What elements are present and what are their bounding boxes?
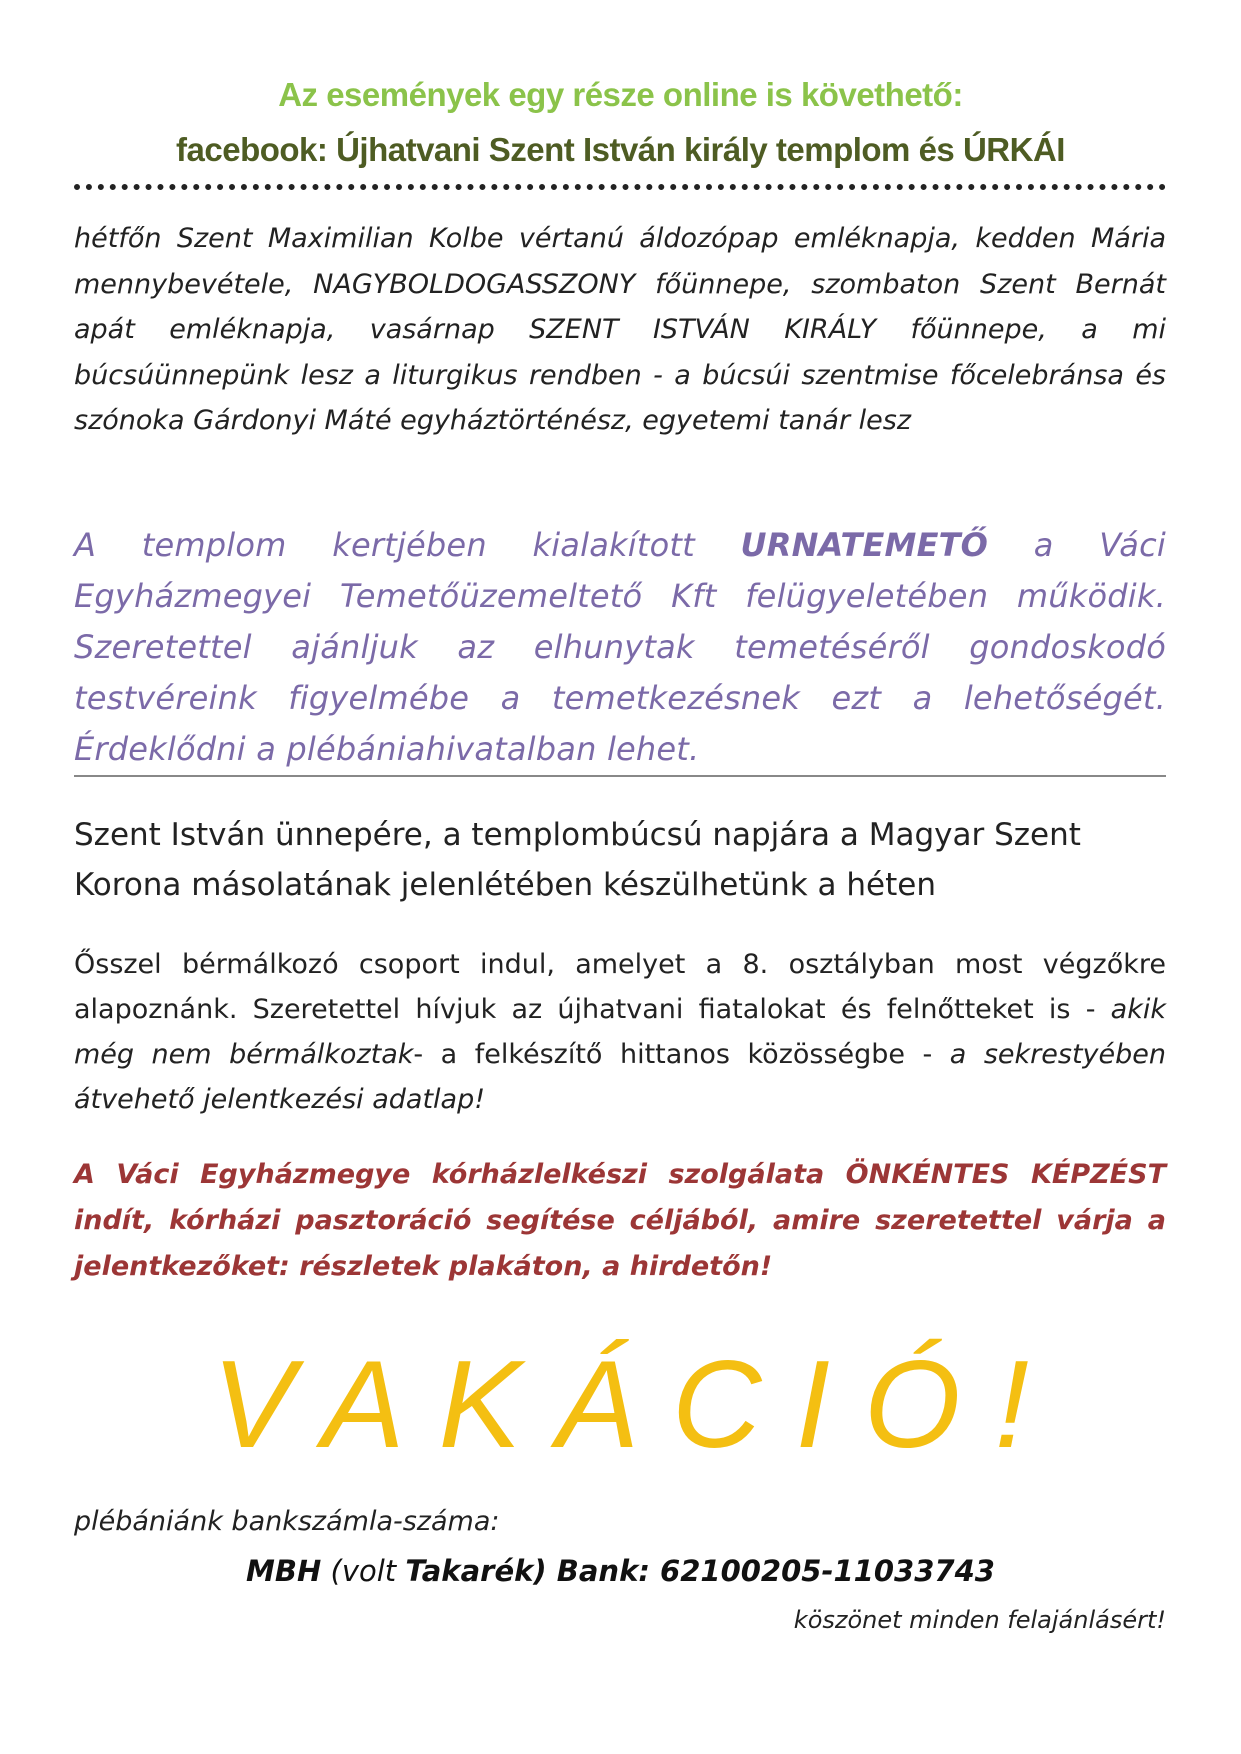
section-divider bbox=[74, 775, 1166, 777]
confirmation-italic-2: a sekrestyében átvehető jelentkezési adatlap! bbox=[74, 1039, 1166, 1115]
confirmation-italic-1: akik még nem bérmálkoztak bbox=[74, 994, 1166, 1070]
feast-days-paragraph: hétfőn Szent Maximilian Kolbe vértanú áldozópap emléknapja, kedden Mária mennybevétele, NAGYBOLDOGASSZONY főünnepe, szombaton Szent Bernát apát emléknapja, vasárnap SZENT ISTVÁN KIRÁLY főünnepe, a mi búcsúünnepünk lesz a liturgikus rendben - a búcsúi szentmise főcelebránsa és szónoka Gárdonyi Máté egyháztörténész, egyetemi tanár lesz bbox=[74, 223, 1166, 436]
bank-account-number: Takarék) Bank: 62100205-11033743 bbox=[405, 1554, 995, 1588]
volunteer-training-paragraph: A Váci Egyházmegye kórházlelkészi szolgálata ÖNKÉNTES KÉPZÉST indít, kórházi pasztoráció segítése céljából, amire szeretettel várja a jelentkezőket: részletek plakáton, a hirdetőn! bbox=[74, 1159, 1166, 1282]
holy-crown-paragraph: Szent István ünnepére, a templombúcsú napjára a Magyar Szent Korona másolatának jelenlétében készülhetünk a héten bbox=[74, 817, 1081, 903]
bank-mbh: MBH bbox=[246, 1554, 322, 1588]
facebook-heading: facebook: Újhatvani Szent István király templom és ÚRKÁI bbox=[176, 131, 1065, 168]
bank-account-line bbox=[0, 1554, 1241, 1588]
dotted-divider bbox=[74, 184, 1166, 190]
bank-volt: (volt bbox=[330, 1554, 397, 1588]
confirmation-text-a: Ősszel bérmálkozó csoport indul, amelyet a 8. osztályban most végzőkre alapoznánk. Szeretettel hívjuk az újhatvani fiatalokat és felnőtteket is - bbox=[74, 949, 1166, 1025]
urn-cemetery-paragraph bbox=[74, 520, 1166, 775]
vacation-banner: VAKÁCIÓ! bbox=[212, 1336, 1063, 1474]
urn-text-b: a Váci Egyházmegyei Temetőüzemeltető Kft felügyeletében működik. Szeretettel ajánljuk az elhunytak temetéséről gondoskodó testvéreink figyelmébe a temetkezésnek ezt a lehetőségét. Érdeklődni a plébániahivatalban lehet. bbox=[74, 526, 1166, 768]
online-notice-heading: Az események egy része online is követhető: bbox=[278, 76, 963, 113]
thanks-note: köszönet minden felajánlásért! bbox=[793, 1606, 1166, 1634]
confirmation-paragraph bbox=[74, 942, 1166, 1122]
confirmation-text-b: - a felkészítő hittanos közösségbe - bbox=[413, 1039, 933, 1070]
urn-keyword: URNATEMETŐ bbox=[740, 526, 989, 564]
bank-account-label: plébániánk bankszámla-száma: bbox=[74, 1506, 500, 1537]
urn-text-a: A templom kertjében kialakított bbox=[74, 526, 695, 564]
